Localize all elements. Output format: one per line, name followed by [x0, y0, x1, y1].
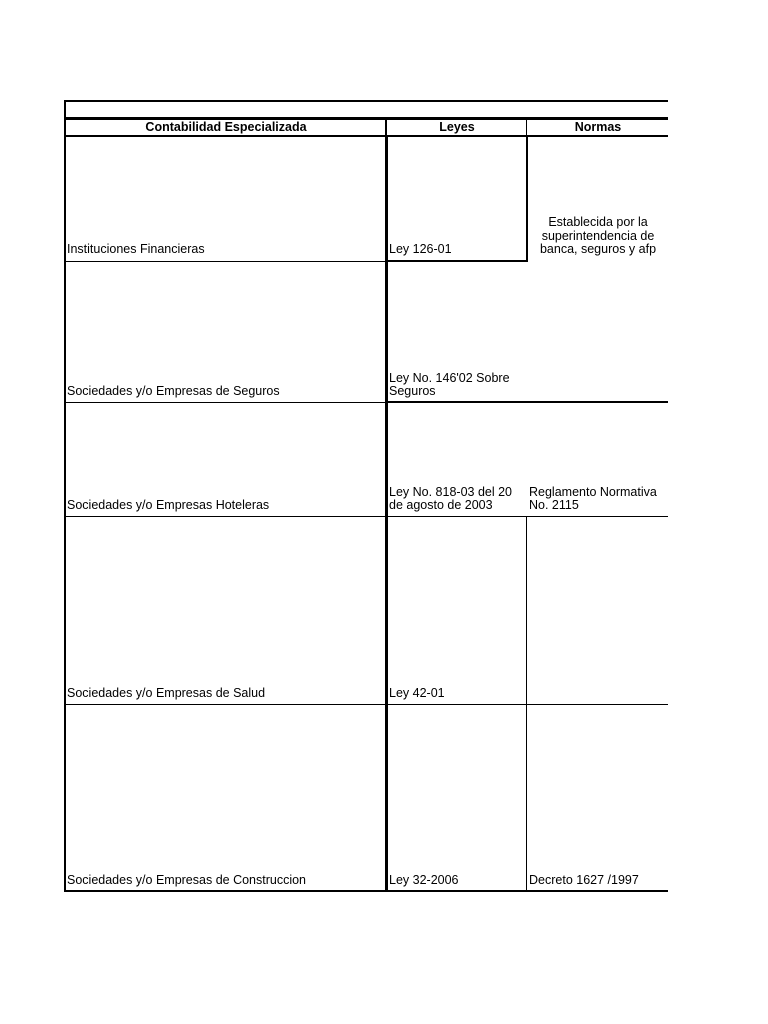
row-5-contabilidad: Sociedades y/o Empresas de Construccion — [67, 873, 307, 887]
row-1-contabilidad: Instituciones Financieras — [67, 242, 205, 256]
table-left-border — [64, 100, 66, 892]
row-3-bottom-border — [64, 516, 668, 517]
table-top-border — [64, 100, 668, 102]
row-1-leyes: Ley 126-01 — [389, 242, 452, 256]
row-2-contabilidad: Sociedades y/o Empresas de Seguros — [67, 384, 280, 398]
row-2-bottom-border — [64, 402, 386, 403]
spreadsheet-table — [64, 100, 668, 892]
row-1-leyes-bottom-border — [386, 260, 526, 262]
row-4-5-col2-divider — [526, 516, 527, 892]
row-4-bottom-border — [64, 704, 668, 705]
row-3-contabilidad: Sociedades y/o Empresas Hoteleras — [67, 498, 270, 512]
header-normas: Normas — [574, 120, 622, 134]
row-2-leyes: Ley No. 146'02 Sobre Seguros — [389, 371, 510, 398]
row-3-leyes: Ley No. 818-03 del 20 de agosto de 2003 — [389, 485, 513, 512]
row-5-bottom-border — [64, 890, 668, 892]
col1-right-border — [385, 135, 388, 892]
header-bottom-border — [64, 135, 668, 137]
row-5-normas: Decreto 1627 /1997 — [529, 873, 639, 887]
header-col2-divider — [526, 117, 527, 137]
row-5-leyes: Ley 32-2006 — [389, 873, 459, 887]
header-leyes: Leyes — [439, 120, 475, 134]
row-4-contabilidad: Sociedades y/o Empresas de Salud — [67, 686, 266, 700]
row-3-normas: Reglamento Normativa No. 2115 — [529, 485, 657, 512]
row-1-normas: Establecida por la superintendencia de banca, seguros y afp — [539, 215, 657, 256]
header-contabilidad: Contabilidad Especializada — [145, 120, 307, 134]
row-2-thick-bottom-border — [386, 401, 668, 403]
row-4-leyes: Ley 42-01 — [389, 686, 445, 700]
